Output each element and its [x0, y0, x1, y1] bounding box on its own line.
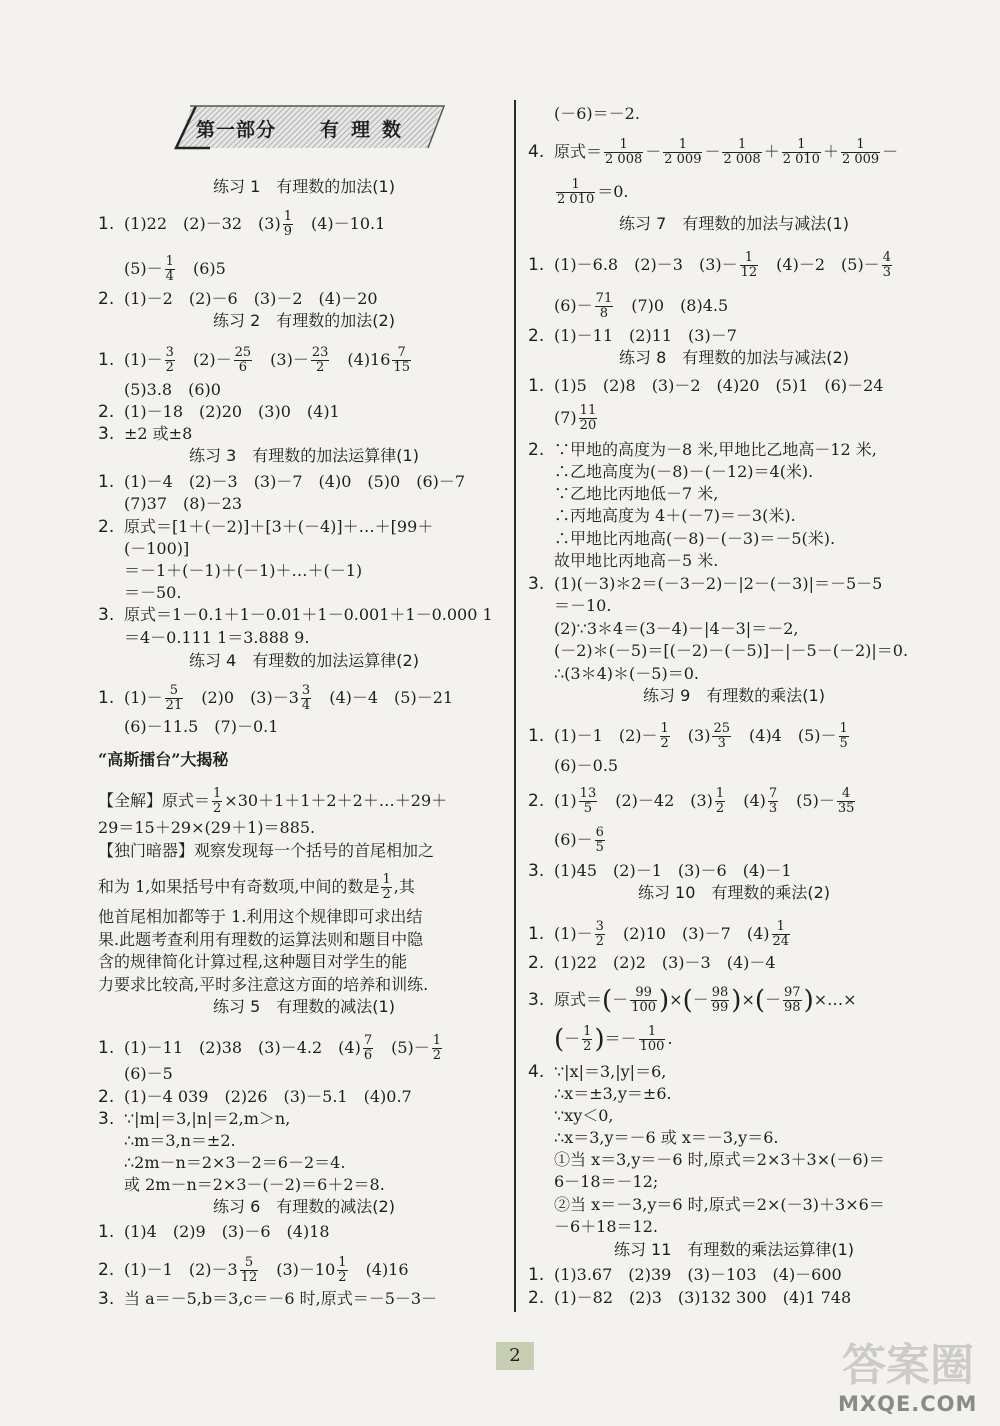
- answer-line: 2. 原式＝[1＋(－2)]＋[3＋(－4)]＋…＋[99＋: [98, 517, 434, 537]
- answer-line: (2)∵3＊4＝(3－4)－|4－3|＝－2,: [554, 619, 799, 638]
- answer-line: 3. ∵|m|＝3,|n|＝2,m＞n,: [98, 1109, 291, 1129]
- answer-line: 1. (1)－6.8 (2)－3 (3)－ $\frac{1}{12}$ (4)－2 (5)－ $\frac{4}{3}$: [528, 250, 891, 280]
- exercise-1-heading: 练习 1 有理数的加法(1): [213, 177, 395, 196]
- answer-line: (6)－ $\frac{71}{8}$ (7)0 (8)4.5: [554, 291, 729, 321]
- answer-line: ＝－10.: [554, 596, 612, 615]
- answer-line: 3. 当 a＝－5,b＝3,c＝－6 时,原式＝－5－3－: [98, 1289, 438, 1309]
- answer-line: ∴x＝3,y＝－6 或 x＝－3,y＝6.: [554, 1128, 779, 1147]
- answer-line: (5)－ $\frac{1}{4}$ (6)5: [124, 254, 226, 284]
- answer-line: 1. (1)22 (2)－32 (3) $\frac{1}{9}$ (4)－10.1: [98, 209, 386, 239]
- answer-line: 3. 原式＝(－ $\frac{99}{100}$ )×(－ $\frac{98}{99}$ )×(－ $\frac{97}{98}$ )×…×: [528, 985, 857, 1016]
- exercise-4-heading: 练习 4 有理数的加法运算律(2): [189, 651, 419, 670]
- answer-line: (－2)＊(－5)＝[(－2)－(－5)]－|－5－(－2)|＝0.: [554, 641, 909, 660]
- answer-line: (－100)]: [124, 539, 190, 558]
- answer-line: ＝4－0.111 1＝3.888 9.: [124, 628, 310, 647]
- answer-line: (6)－5: [124, 1064, 173, 1083]
- answer-line: ∴m＝3,n＝±2.: [124, 1131, 236, 1150]
- explanation-line: 29＝15＋29×(29＋1)＝885.: [98, 818, 316, 837]
- banner-title: 第一部分: [196, 119, 277, 141]
- explanation-line: 【全解】原式＝ $\frac{1}{2}$ ×30＋1＋1＋2＋2＋…＋29＋: [98, 786, 448, 816]
- answer-line: 1. (1)－11 (2)38 (3)－4.2 (4) $\frac{7}{6}$ (5)－ $\frac{1}{2}$: [98, 1033, 442, 1063]
- answer-line: 4. 原式＝ $\frac{1}{2 008}$ － $\frac{1}{2 009}$ － $\frac{1}{2 008}$ ＋ $\frac{1}{2 010}$ ＋ $\frac{1}{2 009}$ －: [528, 137, 899, 167]
- answer-line: 2. (1)－2 (2)－6 (3)－2 (4)－20: [98, 289, 378, 309]
- answer-line: ＝－1＋(－1)＋(－1)＋…＋(－1): [124, 561, 363, 580]
- answer-line: 2. (1)－11 (2)11 (3)－7: [528, 326, 737, 346]
- exercise-7-heading: 练习 7 有理数的加法与减法(1): [619, 214, 849, 233]
- answer-line: 3. (1)(－3)＊2＝(－3－2)－|2－(－3)|＝－5－5: [528, 574, 883, 594]
- answer-line: (6)－0.5: [554, 756, 619, 775]
- answer-line: ＝－50.: [124, 583, 182, 602]
- answer-line: ∵乙地比丙地低－7 米,: [554, 484, 719, 503]
- answer-line: $\frac{1}{2 010}$ ＝0.: [557, 177, 629, 207]
- answer-line: 3. 原式＝1－0.1＋1－0.01＋1－0.001＋1－0.000 1: [98, 605, 493, 625]
- answer-line: 1. (1)－1 (2)－ $\frac{1}{2}$ (3) $\frac{25}{3}$ (4)4 (5)－ $\frac{1}{5}$: [528, 721, 848, 751]
- answer-line: 或 2m－n＝2×3－(－2)＝6＋2＝8.: [124, 1175, 385, 1194]
- banner-subtitle: 有理数: [320, 119, 414, 141]
- answer-line: 4. ∵|x|＝3,|y|＝6,: [528, 1062, 667, 1082]
- answer-line: (6)－11.5 (7)－0.1: [124, 717, 279, 736]
- answer-line: 1. (1)4 (2)9 (3)－6 (4)18: [98, 1222, 330, 1242]
- answer-line: ∴(3＊4)＊(－5)＝0.: [554, 664, 699, 683]
- explanation-line: 果.此题考查利用有理数的运算法则和题目中隐: [98, 930, 424, 949]
- exercise-11-heading: 练习 11 有理数的乘法运算律(1): [613, 1240, 855, 1259]
- watermark-text: 答案圈: [842, 1340, 974, 1391]
- answer-line: 6－18＝－12;: [554, 1172, 659, 1191]
- answer-line: 1. (1)3.67 (2)39 (3)－103 (4)－600: [528, 1265, 842, 1285]
- answer-line: 2. ∵甲地的高度为－8 米,甲地比乙地高－12 米,: [528, 440, 877, 460]
- answer-line: 1. (1)－4 (2)－3 (3)－7 (4)0 (5)0 (6)－7: [98, 472, 466, 492]
- explanation-line: 含的规律简化计算过程,这种题目对学生的能: [98, 952, 408, 971]
- answer-line: (7) $\frac{11}{20}$: [554, 403, 597, 433]
- answer-line: (6)－ $\frac{6}{5}$: [554, 825, 604, 855]
- answer-line: 2. (1)22 (2)2 (3)－3 (4)－4: [528, 953, 776, 973]
- explanation-line: 【独门暗器】观察发现每一个括号的首尾相加之: [98, 841, 435, 860]
- answer-line: ∴x＝±3,y＝±6.: [554, 1084, 672, 1103]
- exercise-8-heading: 练习 8 有理数的加法与减法(2): [619, 348, 849, 367]
- answer-line: 3. (1)45 (2)－1 (3)－6 (4)－1: [528, 861, 792, 881]
- answer-line: ∴丙地高度为 4＋(－7)＝－3(米).: [554, 506, 796, 525]
- answer-line: (5)3.8 (6)0: [124, 380, 221, 399]
- watermark-url: MXQE.COM: [838, 1392, 978, 1416]
- answer-line: ∴甲地比丙地高(－8)－(－3)＝－5(米).: [554, 529, 836, 548]
- explanation-line: 和为 1,如果括号中有奇数项,中间的数是 $\frac{1}{2}$ ,其: [98, 872, 415, 902]
- answer-line: ∴2m－n＝2×3－2＝6－2＝4.: [124, 1153, 346, 1172]
- section-banner: [170, 103, 452, 153]
- answer-line: 1. (1)－ $\frac{3}{2}$ (2)10 (3)－7 (4) $\frac{1}{24}$: [528, 919, 790, 949]
- column-divider: [514, 100, 516, 1312]
- explanation-line: 他首尾相加都等于 1.利用这个规律即可求出结: [98, 907, 423, 926]
- answer-line: 2. (1)－4 039 (2)26 (3)－5.1 (4)0.7: [98, 1087, 412, 1107]
- exercise-3-heading: 练习 3 有理数的加法运算律(1): [189, 446, 419, 465]
- exercise-9-heading: 练习 9 有理数的乘法(1): [643, 686, 825, 705]
- answer-line: 2. (1)－82 (2)3 (3)132 300 (4)1 748: [528, 1288, 852, 1308]
- answer-line: 1. (1)－ $\frac{5}{21}$ (2)0 (3)－3 $\frac{3}{4}$ (4)－4 (5)－21: [98, 683, 454, 713]
- page-number: 2: [496, 1342, 534, 1370]
- answer-line: 故甲地比丙地高－5 米.: [554, 551, 719, 570]
- answer-line: 2. (1)－18 (2)20 (3)0 (4)1: [98, 402, 340, 422]
- exercise-2-heading: 练习 2 有理数的加法(2): [213, 311, 395, 330]
- answer-line: 2. (1) $\frac{13}{5}$ (2)－42 (3) $\frac{1}{2}$ (4) $\frac{7}{3}$ (5)－ $\frac{4}{35}$: [528, 786, 855, 816]
- answer-line: 1. (1)－ $\frac{3}{2}$ (2)－ $\frac{25}{6}$ (3)－ $\frac{23}{2}$ (4)16 $\frac{7}{15}$: [98, 345, 410, 375]
- answer-line: (－ $\frac{1}{2}$ )＝－ $\frac{1}{100}$ .: [554, 1024, 673, 1055]
- answer-line: 3. ±2 或±8: [98, 424, 193, 444]
- answer-line: ∵xy＜0,: [554, 1106, 614, 1125]
- answer-line: ①当 x＝3,y＝－6 时,原式＝2×3＋3×(－6)＝: [554, 1150, 885, 1169]
- answer-line: －6＋18＝12.: [554, 1217, 658, 1236]
- exercise-5-heading: 练习 5 有理数的减法(1): [213, 997, 395, 1016]
- answer-line: ②当 x＝－3,y＝6 时,原式＝2×(－3)＋3×6＝: [554, 1195, 885, 1214]
- gauss-title: “高斯擂台”大揭秘: [98, 750, 229, 769]
- answer-line: 2. (1)－1 (2)－3 $\frac{5}{12}$ (3)－10 $\frac{1}{2}$ (4)16: [98, 1255, 409, 1285]
- answer-line: 1. (1)5 (2)8 (3)－2 (4)20 (5)1 (6)－24: [528, 376, 884, 396]
- answer-line: (－6)＝－2.: [554, 104, 640, 123]
- exercise-10-heading: 练习 10 有理数的乘法(2): [637, 883, 831, 902]
- exercise-6-heading: 练习 6 有理数的减法(2): [213, 1197, 395, 1216]
- explanation-line: 力要求比较高,平时多注意这方面的培养和训练.: [98, 975, 429, 994]
- answer-line: ∴乙地高度为(－8)－(－12)＝4(米).: [554, 462, 814, 481]
- answer-line: (7)37 (8)－23: [124, 494, 243, 513]
